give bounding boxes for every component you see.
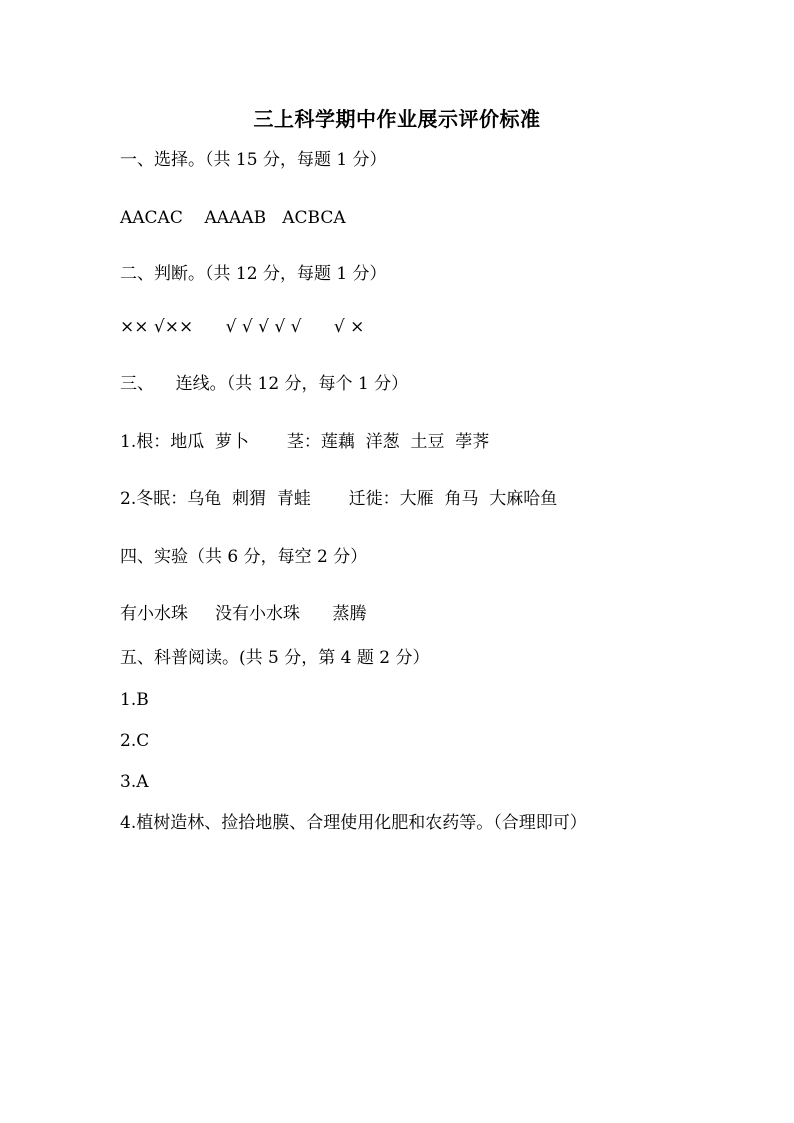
section-heading-judgment: 二、判断。（共 12 分，每题 1 分）	[120, 264, 387, 284]
choice-answers: AACAC AAAAB ACBCA	[120, 208, 346, 228]
reading-answer-4: 4.植树造林、捡拾地膜、合理使用化肥和农药等。（合理即可）	[120, 813, 587, 833]
reading-answer-3: 3.A	[120, 772, 149, 792]
matching-line-2: 2.冬眠：乌龟 刺猬 青蛙 迁徙：大雁 角马 大麻哈鱼	[120, 489, 558, 509]
experiment-answers: 有小水珠 没有小水珠 蒸腾	[120, 604, 367, 624]
section-heading-choice: 一、选择。（共 15 分，每题 1 分）	[120, 150, 387, 170]
section-heading-reading: 五、科普阅读。(共 5 分，第 4 题 2 分）	[120, 648, 430, 668]
document-title: 三上科学期中作业展示评价标准	[253, 107, 541, 131]
section-heading-experiment: 四、实验（共 6 分，每空 2 分）	[120, 547, 368, 567]
section-heading-matching: 三、 连线。（共 12 分，每个 1 分）	[120, 374, 409, 394]
matching-line-1: 1.根：地瓜 萝卜 茎：莲藕 洋葱 土豆 荸荠	[120, 432, 490, 452]
judgment-answers: ×× √×× √ √ √ √ √ √ ×	[120, 317, 365, 337]
reading-answer-1: 1.B	[120, 690, 149, 710]
reading-answer-2: 2.C	[120, 731, 150, 751]
